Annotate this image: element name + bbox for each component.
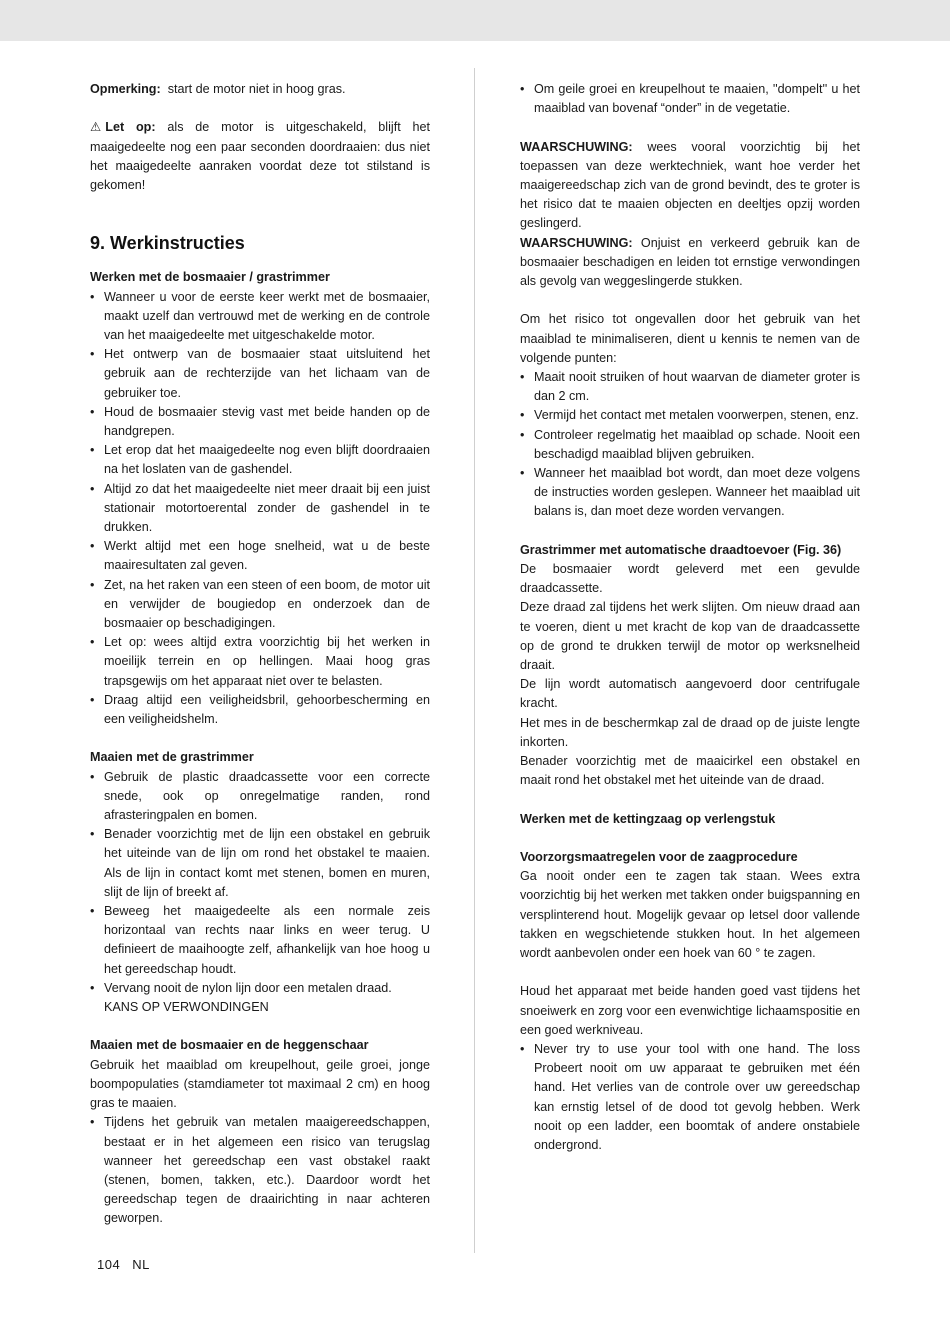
top-list (520, 80, 860, 118)
s2-warning: KANS OP VERWONDINGEN (104, 1000, 269, 1015)
note-text: start de motor niet in hoog gras. (167, 82, 346, 96)
column-divider (474, 68, 475, 1253)
list-item: • Om geile groei en kreupelhout te maaien, ''dompelt'' u het maaiblad van bovenaf “onder” in de vegetatie. (520, 80, 860, 118)
warning-triangle-icon: ⚠ (90, 120, 102, 135)
list-item: • Gebruik de plastic draadcassette voor een correcte snede, ook op onregelmatige randen, rond afrasteringpalen en bomen. (90, 768, 430, 826)
right-column (520, 80, 860, 1155)
list-item: • Let erop dat het maaigedeelte nog even blijft doordraaien na het loslaten van de gashendel. (90, 441, 430, 479)
top-band (0, 0, 950, 41)
warning-label-2: WAARSCHUWING: (520, 235, 633, 250)
s5-title: Werken met de kettingzaag op verlengstuk (520, 811, 776, 826)
list-item: • Draag altijd een veiligheidsbril, gehoorbescherming en een veiligheidshelm. (90, 691, 430, 729)
list-item: • Tijdens het gebruik van metalen maaigereedschappen, bestaat er in het algemeen een risico van terugslag wanneer het gereedschap een vast obstakel raakt (stenen, bomen, takken, etc.). Daardoor wordt het gereedschap tegen de draairichting in naar achteren geworpen. (90, 1113, 430, 1228)
warning-label-1: WAARSCHUWING: (520, 139, 633, 154)
list-item: • Het ontwerp van de bosmaaier staat uitsluitend het gebruik aan de rechterzijde van het lichaam van de gebruiker toe. (90, 345, 430, 403)
list-item: • Let op: wees altijd extra voorzichtig bij het werken in moeilijk terrein en op hellingen. Maai hoog gras trapsgewijs om het apparaat niet over te belasten. (90, 633, 430, 691)
warning-paragraph-1 (520, 138, 860, 234)
caution-label: Let op: (105, 120, 156, 135)
s2-title: Maaien met de grastrimmer (90, 750, 254, 765)
list-item: • Controleer regelmatig het maaiblad op schade. Nooit een beschadigd maaiblad blijven gebruiken. (520, 426, 860, 464)
list-item: • Maait nooit struiken of hout waarvan de diameter groter is dan 2 cm. (520, 368, 860, 406)
s4-line: Deze draad zal tijdens het werk slijten. Om nieuw draad aan te voeren, dient u met kracht de kop van de draadcassette op de grond te drukken terwijl de motor op werksnelheid draait. (520, 600, 860, 673)
s6-title: Voorzorgsmaatregelen voor de zaagprocedure (520, 850, 798, 865)
s3-list (90, 1113, 430, 1228)
list-item: • Wanneer het maaiblad bot wordt, dan moet deze volgens de instructies worden geslepen. Wanneer het maaiblad uit balans is, dan moet deze worden vervangen. (520, 464, 860, 522)
left-column (90, 80, 430, 1229)
s3-title: Maaien met de bosmaaier en de heggenschaar (90, 1038, 369, 1053)
s6-list (520, 1040, 860, 1155)
page-number: 104 (97, 1257, 121, 1272)
risk-intro: Om het risico tot ongevallen door het gebruik van het maaiblad te minimaliseren, dient u kennis te nemen van de volgende punten: (520, 312, 860, 365)
s6-text: Ga nooit onder een te zagen tak staan. Wees extra voorzichtig bij het werken met takken onder buigspanning en versplinterend hout. Mogelijk gevaar op letsel door vallende takken en wegschietende stukken hout. In het algemeen wordt aanbevolen onder een hoek van 60 ° te zagen. (520, 869, 860, 961)
s1-title: Werken met de bosmaaier / grastrimmer (90, 270, 330, 285)
list-item: • Zet, na het raken van een steen of een boom, de motor uit en verwijder de bougiedop en onderzoek dan de bosmaaier op beschadigingen. (90, 576, 430, 634)
list-item: • Beweeg het maaigedeelte als een normale zeis horizontaal van rechts naar links en weer terug. U definieert de maaihoogte zelf, afhankelijk van hoe hoog u het gereedschap houdt. (90, 902, 430, 979)
language-code: NL (132, 1257, 150, 1272)
page-footer (97, 1257, 150, 1272)
s1-list (90, 288, 430, 730)
s4-line: Het mes in de beschermkap zal de draad op de juiste lengte inkorten. (520, 715, 860, 749)
s6-text-2: Houd het apparaat met beide handen goed vast tijdens het snoeiwerk en zorg voor een evenwichtige lichaamspositie en een goed werkniveau. (520, 984, 860, 1037)
s4-title: Grastrimmer met automatische draadtoevoer (Fig. 36) (520, 542, 842, 557)
list-item: • Never try to use your tool with one hand. The loss Probeert nooit om uw apparaat te gebruiken met één hand. Het verlies van de controle over uw gereedschap kan ernstig letsel of de dood tot gevolg hebben. Werk nooit op een ladder, een boomtak of andere onstabiele ondergrond. (520, 1040, 860, 1155)
list-item: • Wanneer u voor de eerste keer werkt met de bosmaaier, maakt uzelf dan vertrouwd met de werking en de controle van het maaigedeelte met uitgeschakelde motor. (90, 288, 430, 346)
s4-line: Benader voorzichtig met de maaicirkel een obstakel en maait rond het obstakel met het uiteinde van de draad. (520, 754, 860, 788)
section-title: 9. Werkinstructies (90, 233, 245, 254)
caution-text: als de motor is uitgeschakeld, blijft het maaigedeelte nog een paar seconden doordraaien: dus niet het maaigedeelte aanraken voordat deze tot stilstand is gekomen! (90, 120, 430, 192)
s4-line: De bosmaaier wordt geleverd met een gevulde draadcassette. (520, 562, 860, 596)
list-item: • Houd de bosmaaier stevig vast met beide handen op de handgrepen. (90, 403, 430, 441)
s4-line: De lijn wordt automatisch aangevoerd door centrifugale kracht. (520, 677, 860, 711)
warning-text-1: wees vooral voorzichtig bij het toepassen van deze werktechniek, want hoe verder het maaigereedschap zich van de grond bevindt, des te groter is het risico dat te maaien objecten en deeltjes opzij worden geslingerd. (520, 139, 860, 231)
caution-paragraph (90, 118, 430, 195)
list-item: • Altijd zo dat het maaigedeelte niet meer draait bij een juist stationair motortoerental zonder de gashendel in te drukken. (90, 480, 430, 538)
list-item: • Benader voorzichtig met de lijn een obstakel en gebruik het uiteinde van de lijn om rond het obstakel te maaien. Als de lijn in contact komt met stenen, bomen en muren, slijt de lijn of breekt af. (90, 825, 430, 902)
risk-list (520, 368, 860, 522)
note-paragraph (90, 80, 430, 99)
list-item: • Vervang nooit de nylon lijn door een metalen draad. KANS OP VERWONDINGEN (90, 979, 430, 1017)
list-item: • Werkt altijd met een hoge snelheid, wat u de beste maairesultaten zal geven. (90, 537, 430, 575)
note-label: Opmerking: (90, 82, 161, 96)
s2-list (90, 768, 430, 1018)
s3-text: Gebruik het maaiblad om kreupelhout, geile groei, jonge boompopulaties (stamdiameter tot maximaal 2 cm) en hoog gras te maaien. (90, 1057, 430, 1111)
list-item: • Vermijd het contact met metalen voorwerpen, stenen, enz. (520, 406, 860, 425)
warning-text-2: Onjuist en verkeerd gebruik kan de bosmaaier beschadigen en leiden tot ernstige verwondingen als gevolg van weggeslingerde stukken. (520, 235, 860, 289)
warning-paragraph-2 (520, 234, 860, 292)
